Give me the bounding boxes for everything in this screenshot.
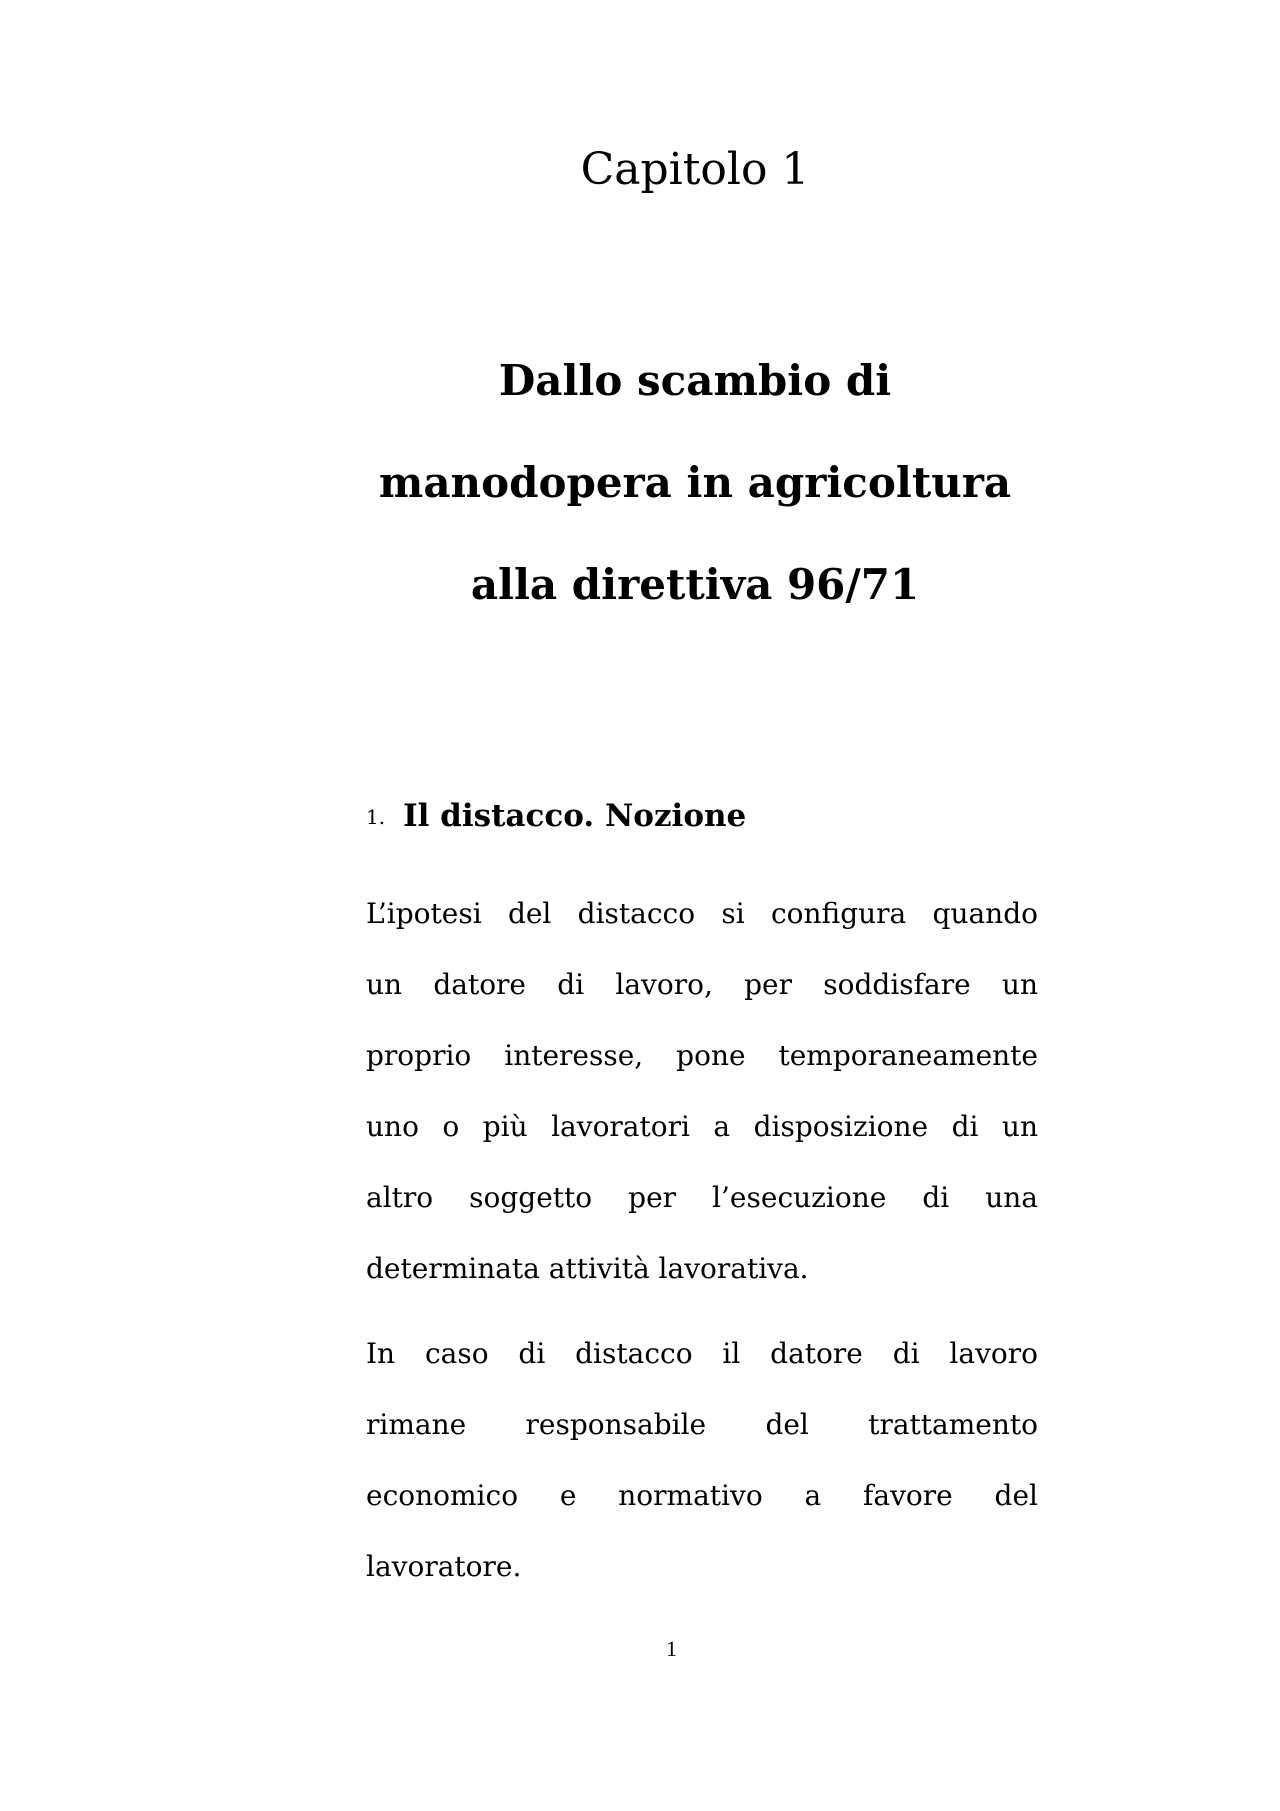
chapter-title-line: alla direttiva 96/71 [470, 560, 920, 609]
paragraph-line: rimane responsabile del trattamento [366, 1408, 1038, 1441]
paragraph-line: altro soggetto per l’esecuzione di una [366, 1181, 1038, 1214]
body-paragraph [366, 878, 1038, 1304]
paragraph-line: In caso di distacco il datore di lavoro [366, 1337, 1038, 1370]
body-paragraph [366, 1318, 1038, 1602]
chapter-label: Capitolo 1 [580, 144, 810, 195]
paragraph-line: determinata attività lavorativa. [366, 1252, 809, 1285]
section-heading [366, 798, 746, 834]
paragraph-line: L’ipotesi del distacco si configura quando [366, 897, 1038, 930]
chapter-title-line: Dallo scambio di [498, 356, 892, 405]
paragraph-line: uno o più lavoratori a disposizione di un [366, 1110, 1038, 1143]
paragraph-line: un datore di lavoro, per soddisfare un [366, 968, 1038, 1001]
section-title: Il distacco. Nozione [403, 798, 747, 834]
section-number: 1. [366, 805, 386, 829]
chapter-title [330, 330, 1060, 636]
paragraph-line: economico e normativo a favore del [366, 1479, 1038, 1512]
paragraph-line: proprio interesse, pone temporaneamente [366, 1039, 1038, 1072]
page-number: 1 [666, 1636, 677, 1661]
paragraph-line: lavoratore. [366, 1550, 522, 1583]
chapter-title-line: manodopera in agricoltura [378, 458, 1012, 507]
